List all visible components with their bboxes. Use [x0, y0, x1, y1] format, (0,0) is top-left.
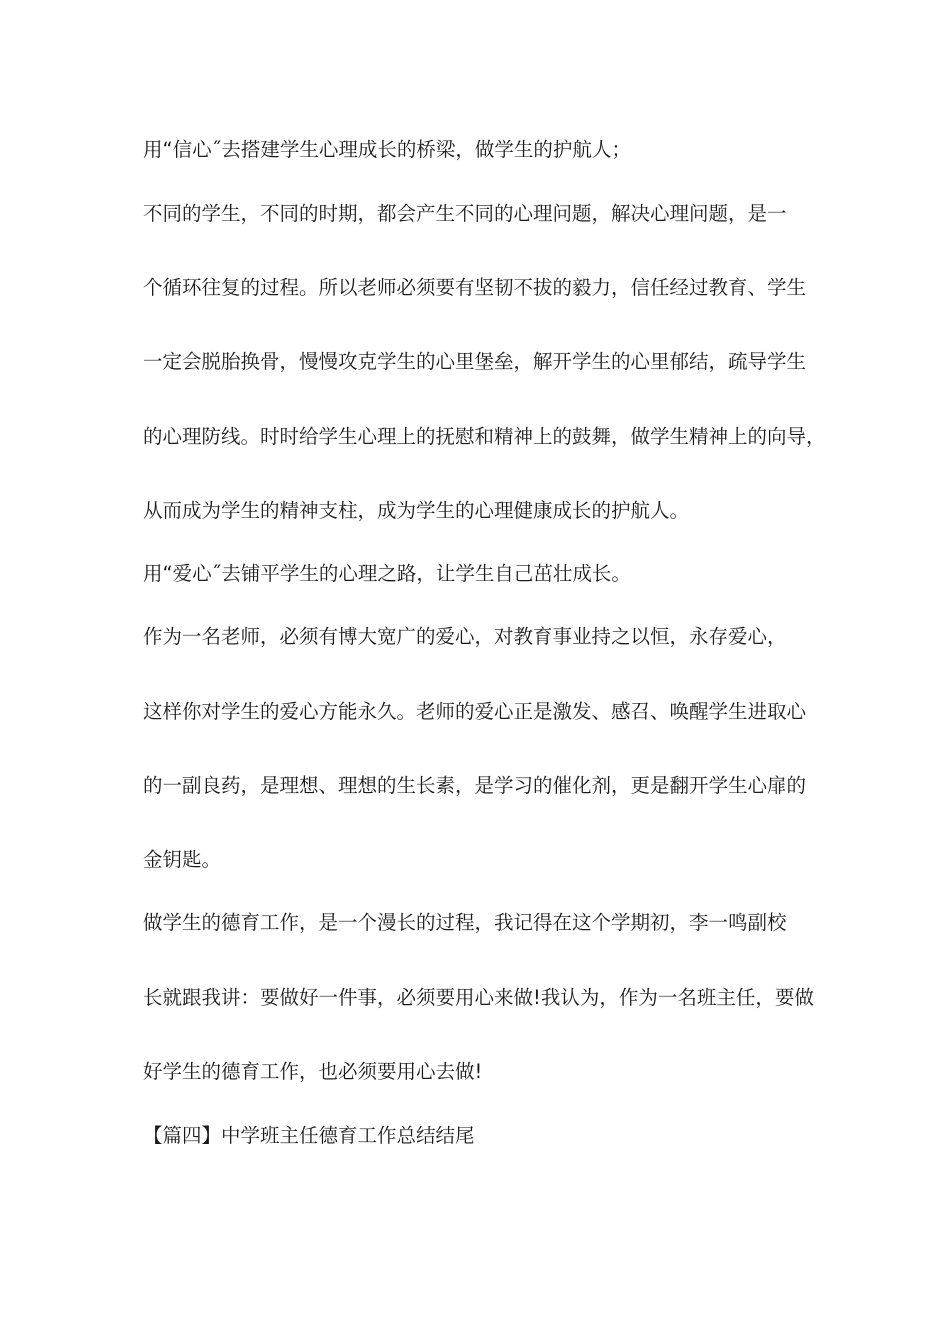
text-line-2: 不同的学生，不同的时期，都会产生不同的心理问题，解决心理问题，是一 — [143, 202, 787, 225]
text-line-9: 这样你对学生的爱心方能永久。老师的爱心正是激发、感召、唤醒学生进取心 — [143, 700, 807, 723]
text-line-12: 做学生的德育工作，是一个漫长的过程，我记得在这个学期初，李一鸣副校 — [143, 911, 787, 934]
section-heading: 【篇四】中学班主任德育工作总结结尾 — [143, 1124, 475, 1147]
text-line-14: 好学生的德育工作，也必须要用心去做! — [143, 1060, 483, 1083]
text-line-1: 用“信心˝去搭建学生心理成长的桥梁，做学生的护航人； — [143, 138, 631, 161]
text-line-13: 长就跟我讲：要做好一件事，必须要用心来做!我认为，作为一名班主任，要做 — [143, 986, 814, 1009]
text-line-6: 从而成为学生的精神支柱，成为学生的心理健康成长的护航人。 — [143, 499, 690, 522]
text-line-8: 作为一名老师，必须有博大宽广的爱心，对教育事业持之以恒，永存爱心， — [143, 625, 787, 648]
text-line-4: 一定会脱胎换骨，慢慢攻克学生的心里堡垒，解开学生的心里郁结，疏导学生 — [143, 350, 807, 373]
text-line-7: 用“爱心˝去铺平学生的心理之路，让学生自己茁壮成长。 — [143, 562, 631, 585]
text-line-5: 的心理防线。时时给学生心理上的抚慰和精神上的鼓舞，做学生精神上的向导， — [143, 425, 826, 448]
text-line-10: 的一副良药，是理想、理想的生长素，是学习的催化剂，更是翻开学生心扉的 — [143, 774, 807, 797]
text-line-11: 金钥匙。 — [143, 848, 222, 871]
text-line-3: 个循环往复的过程。所以老师必须要有坚韧不拔的毅力，信任经过教育、学生 — [143, 276, 807, 299]
